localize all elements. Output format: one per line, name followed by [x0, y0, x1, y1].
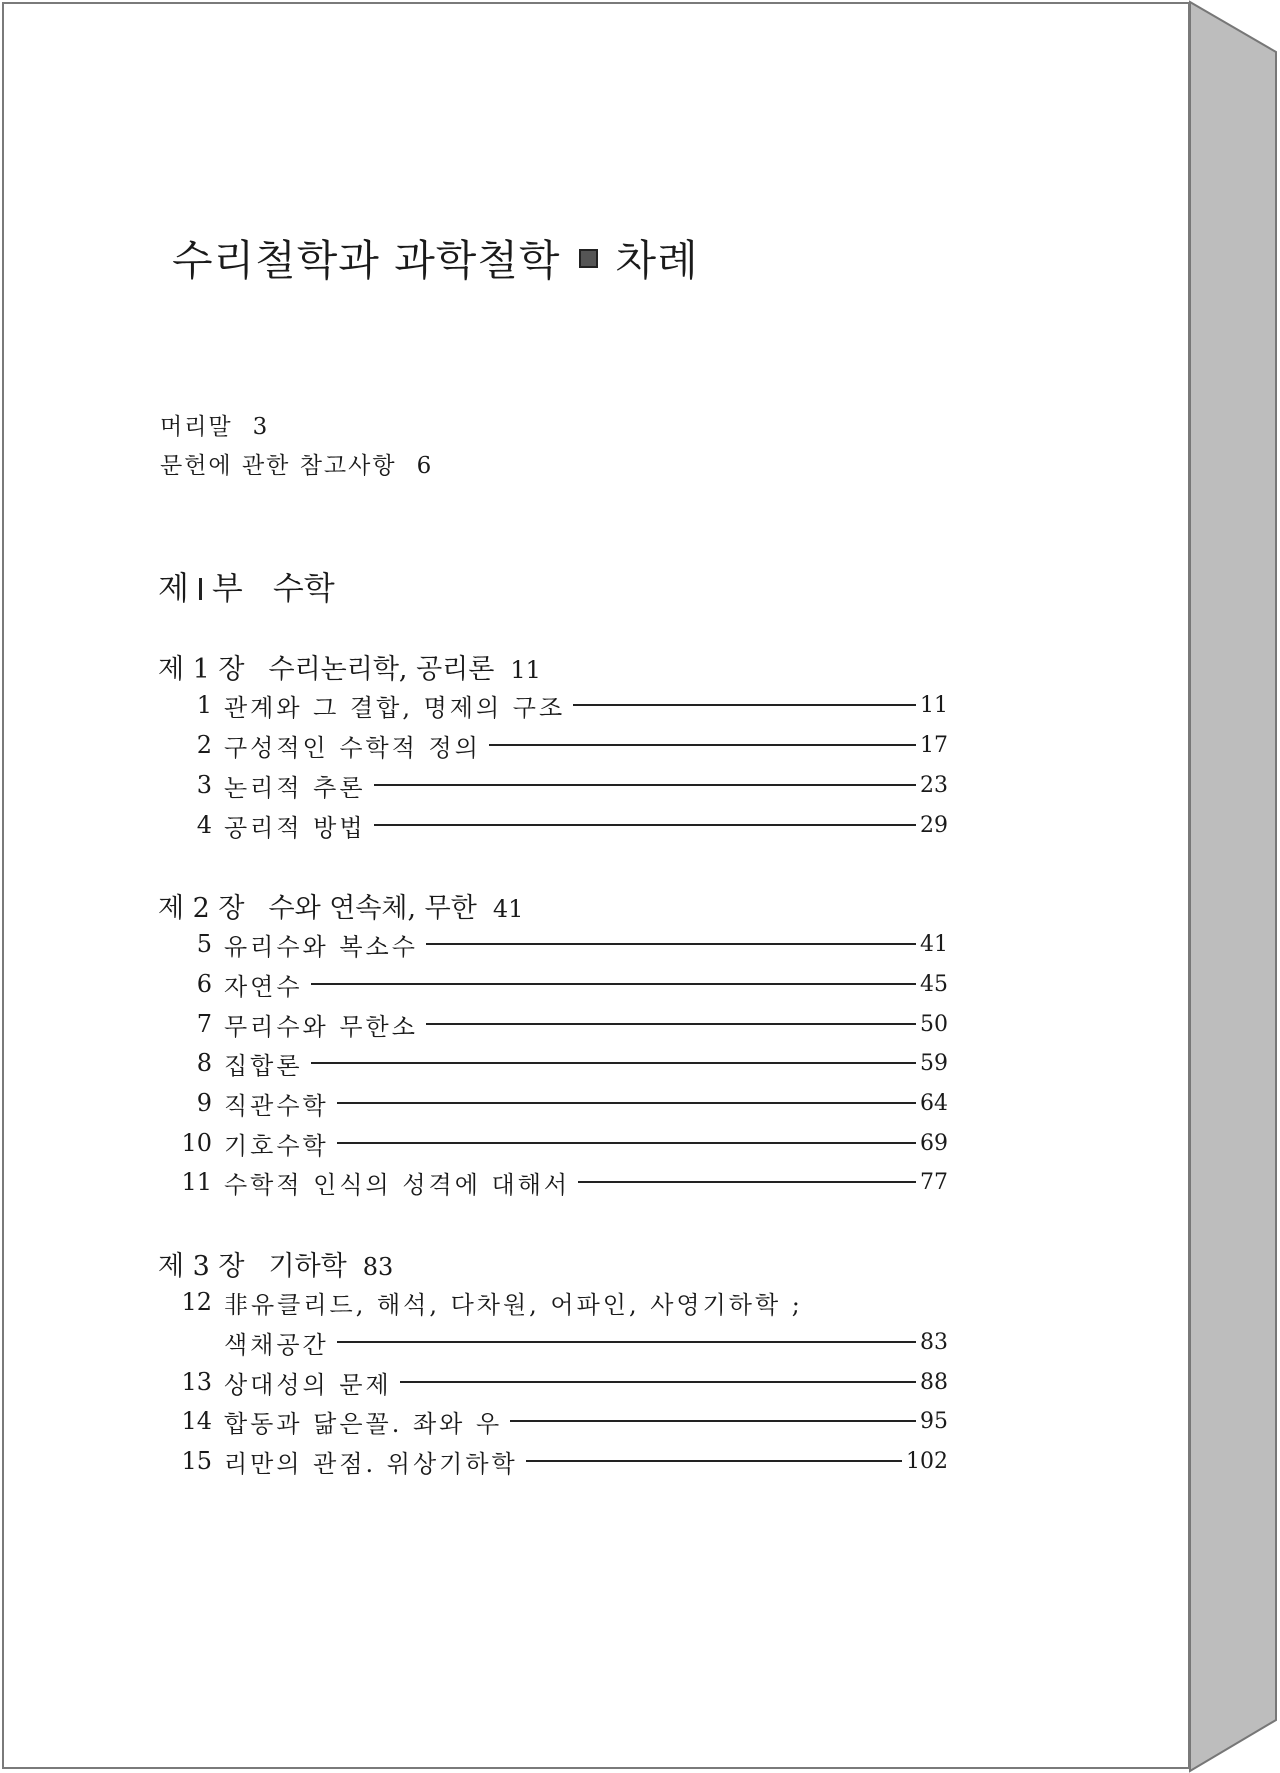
entry-number: 15: [181, 1447, 212, 1475]
page-title: [172, 228, 699, 288]
entry-title: 기호수학: [224, 1131, 329, 1160]
chapter-name: 수와 연속체, 무한: [268, 893, 477, 924]
leader-line: [526, 1460, 902, 1462]
entry-number: 13: [181, 1368, 212, 1396]
entry-title: 색채공간: [224, 1330, 329, 1359]
chapter-page: 11: [510, 656, 541, 684]
entry-page: 88: [920, 1369, 948, 1395]
entry-number: 5: [196, 930, 212, 958]
entry-title: 非유클리드, 해석, 다차원, 어파인, 사영기하학 ;: [224, 1290, 803, 1319]
entry-page: 64: [920, 1090, 948, 1116]
front-matter-label: 머리말: [160, 414, 233, 440]
toc-entry[interactable]: [170, 1165, 948, 1199]
front-matter-label: 문헌에 관한 참고사항: [160, 453, 397, 479]
entry-title: 공리적 방법: [224, 813, 366, 842]
entry-number: 14: [181, 1407, 212, 1435]
entry-title: 무리수와 무한소: [224, 1012, 418, 1041]
entry-page: 45: [920, 971, 948, 997]
entry-page: 23: [920, 772, 948, 798]
toc-entry[interactable]: [170, 1007, 948, 1041]
entry-page: 41: [920, 931, 948, 957]
entry-title: 집합론: [224, 1051, 303, 1080]
entry-title: 합동과 닮은꼴. 좌와 우: [224, 1409, 503, 1438]
entry-title: 리만의 관점. 위상기하학: [224, 1449, 518, 1478]
entry-title: 관계와 그 결합, 명제의 구조: [224, 693, 566, 722]
toc-entry[interactable]: [170, 808, 948, 842]
entry-number: 10: [181, 1129, 212, 1157]
front-matter-item[interactable]: [160, 408, 269, 441]
toc-entry[interactable]: [170, 1126, 948, 1160]
entry-number: 12: [181, 1288, 212, 1316]
part-name: 수학: [272, 569, 335, 607]
toc-entry[interactable]: [170, 927, 948, 961]
entry-page: 102: [906, 1448, 948, 1474]
square-bullet-icon: [579, 249, 598, 268]
leader-line: [337, 1142, 916, 1144]
toc-entry[interactable]: [170, 1046, 948, 1080]
leader-line: [374, 824, 916, 826]
entry-page: 17: [920, 732, 948, 758]
front-matter-page: 3: [252, 414, 270, 440]
entry-number: 11: [181, 1168, 212, 1196]
chapter-heading[interactable]: [158, 647, 541, 686]
leader-line: [426, 943, 916, 945]
chapter-name: 기하학: [268, 1251, 347, 1282]
entry-page: 11: [920, 692, 948, 718]
toc-entry[interactable]: [170, 1086, 948, 1120]
leader-line: [573, 704, 916, 706]
chapter-page: 83: [362, 1253, 394, 1281]
leader-line: [510, 1420, 916, 1422]
entry-number: 6: [196, 970, 212, 998]
toc-entry[interactable]: [170, 1404, 948, 1438]
entry-number: 2: [196, 731, 212, 759]
entry-page: 69: [920, 1130, 948, 1156]
toc-entry[interactable]: [170, 1444, 948, 1478]
entry-number: 9: [196, 1089, 212, 1117]
toc-entry[interactable]: [170, 688, 948, 722]
entry-page: 83: [920, 1329, 948, 1355]
toc-entry-continuation[interactable]: [224, 1325, 948, 1359]
toc-entry[interactable]: [170, 1365, 948, 1399]
leader-line: [311, 983, 916, 985]
entry-number: 1: [196, 691, 212, 719]
leader-line: [578, 1181, 916, 1183]
toc-entry[interactable]: [170, 967, 948, 1001]
book-title: 수리철학과 과학철학: [172, 236, 561, 285]
leader-line: [337, 1341, 916, 1343]
entry-title: 유리수와 복소수: [224, 932, 418, 961]
entry-page: 29: [920, 812, 948, 838]
entry-page: 77: [920, 1169, 948, 1195]
entry-number: 3: [196, 771, 212, 799]
entry-title: 자연수: [224, 972, 303, 1001]
entry-page: 59: [920, 1050, 948, 1076]
part-suffix: 부: [211, 569, 243, 607]
chapter-heading[interactable]: [158, 1244, 393, 1283]
entry-page: 50: [920, 1011, 948, 1037]
entry-title: 수학적 인식의 성격에 대해서: [224, 1170, 571, 1199]
entry-number: 8: [196, 1049, 212, 1077]
toc-entry[interactable]: [170, 768, 948, 802]
entry-number: 7: [196, 1010, 212, 1038]
leader-line: [311, 1062, 916, 1064]
entry-title: 상대성의 문제: [224, 1370, 392, 1399]
chapter-page: 41: [492, 895, 524, 923]
leader-line: [374, 784, 916, 786]
roman-numeral-one: [199, 578, 202, 600]
part-prefix: 제: [158, 569, 189, 607]
chapter-heading[interactable]: [158, 886, 523, 925]
leader-line: [400, 1381, 916, 1383]
title-suffix: 차례: [615, 236, 699, 285]
toc-entry[interactable]: [170, 1285, 948, 1319]
front-matter-page: 6: [416, 453, 434, 479]
leader-line: [337, 1102, 916, 1104]
chapter-name: 수리논리학, 공리론: [268, 654, 495, 685]
part-heading: [158, 563, 335, 609]
entry-title: 직관수학: [224, 1091, 329, 1120]
entry-title: 논리적 추론: [224, 773, 366, 802]
entry-number: 4: [196, 811, 212, 839]
toc-entry[interactable]: [170, 728, 948, 762]
leader-line: [426, 1023, 916, 1025]
chapter-label: 제 3 장: [158, 1251, 245, 1282]
entry-title: 구성적인 수학적 정의: [224, 733, 481, 762]
leader-line: [489, 744, 916, 746]
chapter-label: 제 1 장: [158, 654, 245, 685]
chapter-label: 제 2 장: [158, 893, 245, 924]
entry-page: 95: [920, 1408, 948, 1434]
front-matter-item[interactable]: [160, 447, 433, 480]
